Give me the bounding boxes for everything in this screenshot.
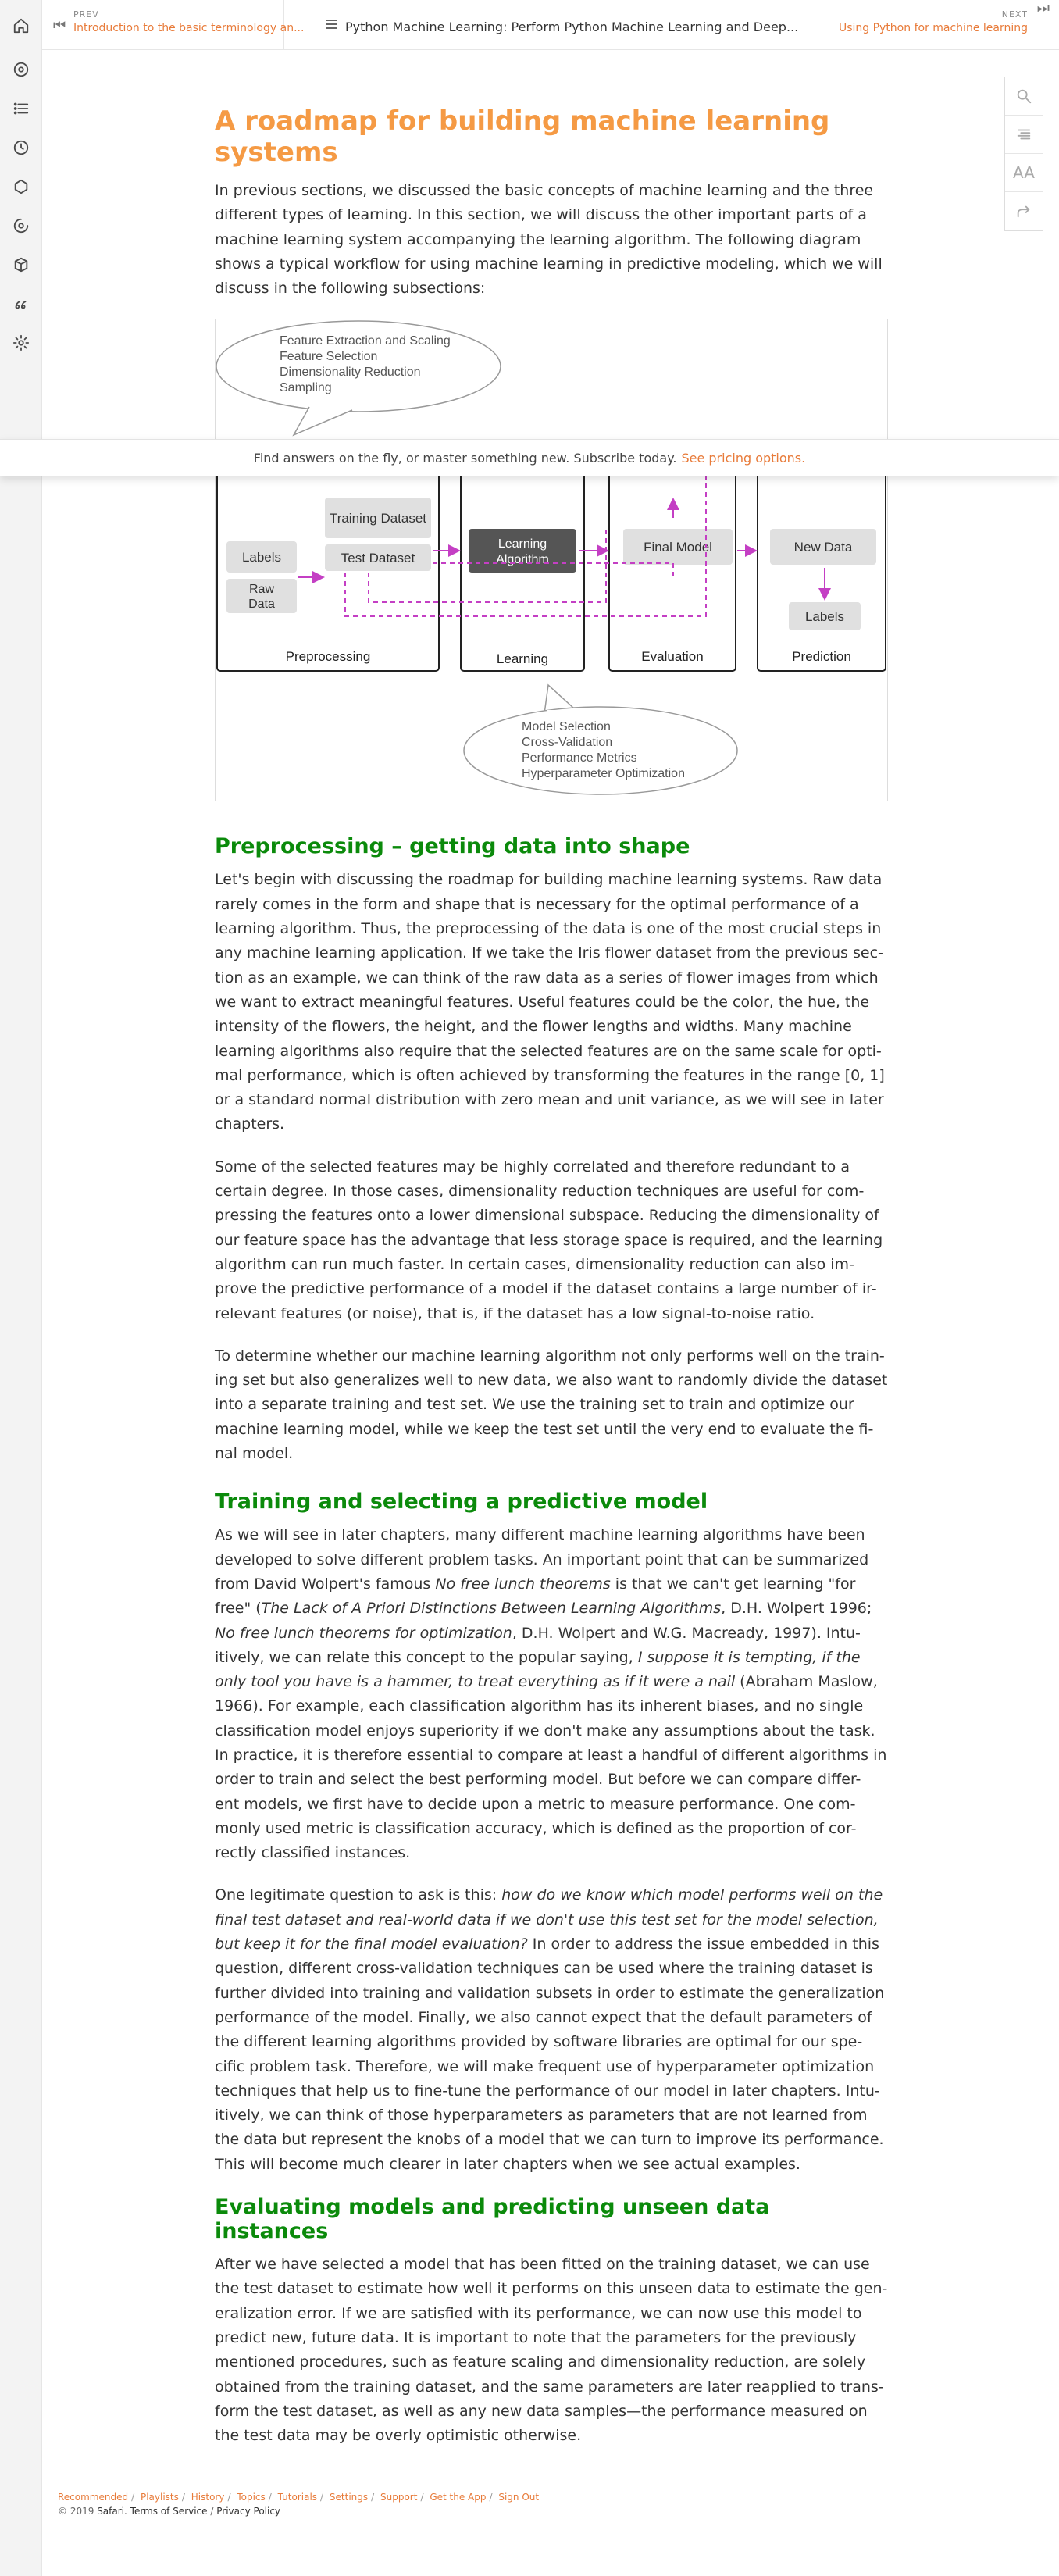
font-size-label: AA <box>1013 163 1035 182</box>
test-dataset-label: Test Dataset <box>341 551 415 566</box>
highlights-icon[interactable] <box>0 284 42 323</box>
search-icon[interactable] <box>1005 77 1043 116</box>
paragraph: Some of the selected features may be highly correlated and therefore redundant to a certain degree. In those cases, dimensionality reduction techniques are useful for com- pressing the features onto a lower dimensional subspace. Reducing the dimensionality of our feature space has the advantage that less storage space is required, and the learning algorithm can run much faster. In certain cases, dimensionality reduction can also im- prove the predictive performance of a model if the dataset contains a large number of ir- relevant features (or noise), that is, if the dataset has a low signal-to-noise ratio. <box>215 1158 883 1322</box>
chapter-navigation <box>42 0 1059 50</box>
bubble-top-line: Sampling <box>280 381 332 395</box>
paragraph: To determine whether our machine learning algorithm not only performs well on the train- ing set but also generalizes well to new data, we also want to randomly divide the dataset into a separate training and test set. We use the training set to train and optimize our machine learning model, while we keep the test set until the very end to evaluate the fi- nal model. <box>215 1347 888 1463</box>
stage-label-prediction: Prediction <box>792 649 851 665</box>
tutorials-icon[interactable] <box>0 206 42 245</box>
book-title-link[interactable] <box>284 0 831 50</box>
bubble-bottom-line: Cross-Validation <box>522 736 613 750</box>
prev-title[interactable]: Introduction to the basic terminology an... <box>73 22 305 34</box>
footer-link-settings[interactable]: Settings <box>329 2492 369 2503</box>
table-of-contents-icon <box>326 20 337 29</box>
banner-text: Find answers on the fly, or master something new. Subscribe today. <box>253 451 677 466</box>
bubble-bottom-line: Performance Metrics <box>522 751 637 765</box>
raw-data-label: Data <box>248 598 275 612</box>
final-model-label: Final Model <box>644 540 712 555</box>
subscribe-banner <box>0 439 1059 476</box>
footer-link-playlists[interactable]: Playlists <box>140 2492 179 2503</box>
brand-name[interactable]: Safari. <box>97 2506 127 2517</box>
intro-paragraph: In previous sections, we discussed the basic concepts of machine learning and the three different types of learning. In this section, we will discuss the other important parts of a machine learning system accompanying the learning algorithm. The following diagram shows a typical workflow for using machine learning in predictive modeling, which we will discuss in the following subsections: <box>215 182 882 298</box>
footer-link-support[interactable]: Support <box>380 2492 418 2503</box>
heading-training: Training and selecting a predictive model <box>215 1490 708 1515</box>
stage-label-evaluation: Evaluation <box>641 649 704 665</box>
explore-icon[interactable] <box>0 50 42 89</box>
footer-link-recommended[interactable]: Recommended <box>58 2492 129 2503</box>
paragraph: As we will see in later chapters, many different machine learning algorithms have been developed to solve different problem tasks. An important point that can be summarized from David Wolpert's famous No free lunch theorems is that we can't get learning "for free" (The Lack of A Priori Distinctions Between Learning Algorithms, D.H. Wolpert 1996; No free lunch theorems for optimization, D.H. Wolpert and W.G. Macready, 1997). Intu- itively, we can relate this concept to the popular saying, I suppose it is tempting, if the only tool you have is a hammer, to treat everything as if it were a nail (Abraham Maslow, 1966). For example, each classification algorithm has its inherent biases, and no single classification model enjoys superiority if we don't make any assumptions about the task. In practice, it is therefore essential to compare at least a handful of different algorithms in order to train and select the best performing model. But before we can compare differ- ent models, we first have to decide upon a metric to measure performance. One com- monly used metric is classification accuracy, which is defined as the proportion of cor- rectly classified instances. <box>215 1526 887 1862</box>
terms-link[interactable]: Terms of Service <box>130 2506 208 2517</box>
paragraph: Let's begin with discussing the roadmap for building machine learning systems. Raw data rarely comes in the form and shape that is necessary for the optimal performance of a learning algorithm. Thus, the preprocessing of the data is one of the most crucial steps in any machine learning application. If we take the Iris flower dataset from the previous sec- tion as an example, we can think of the raw data as a series of flower images from which we want to extract meaningful features. Useful features could be the color, the hue, the intensity of the flowers, the height, and the flower lengths and widths. Many machine learning algorithms also require that the selected features are on the same scale for opti- mal performance, which is often achieved by transforming the features in the range [0, 1] or a standard normal distribution with zero mean and unit variance, as we will see in later chapters. <box>215 871 885 1133</box>
home-icon[interactable] <box>0 6 42 45</box>
labels-label: Labels <box>241 550 282 566</box>
heading-preprocessing: Preprocessing – getting data into shape <box>215 834 690 859</box>
stage-label-learning: Learning <box>496 651 549 667</box>
pricing-link[interactable]: See pricing options. <box>681 451 806 466</box>
history-icon[interactable] <box>0 128 42 167</box>
new-data-label: New Data <box>793 540 853 555</box>
footer-link-topics[interactable]: Topics <box>237 2492 266 2503</box>
training-dataset-label: Training Dataset <box>329 511 427 526</box>
heading-evaluating: Evaluating models and predicting unseen data instances <box>215 2195 770 2244</box>
playlists-icon[interactable] <box>0 89 42 128</box>
next-title[interactable]: Using Python for machine learning <box>838 22 1028 34</box>
prev-label: PREV <box>73 9 99 20</box>
raw-data-label: Raw <box>248 583 275 597</box>
next-arrow-icon: ⏭ <box>1036 0 1050 16</box>
paragraph: After we have selected a model that has been fitted on the training dataset, we can use the test dataset to estimate how well it performs on this unseen data to estimate the gen- eralization error. If we are satisfied with its performance, we can now use this model to predict new, future data. It is important to note that the parameters for the previously mentioned procedures, such as feature scaling and dimensionality reduction, are solely obtained from the training dataset, and the same parameters are later reapplied to trans- form the test dataset, as well as any new data samples—the performance measured on the test data may be overly optimistic otherwise. <box>215 2256 888 2445</box>
bubble-bottom-line: Hyperparameter Optimization <box>522 767 685 781</box>
share-icon[interactable] <box>1005 192 1043 230</box>
footer-link-tutorials[interactable]: Tutorials <box>277 2492 318 2503</box>
next-section-link[interactable] <box>833 0 1059 50</box>
footer-link-sign-out[interactable]: Sign Out <box>498 2492 540 2503</box>
bubble-top-line: Feature Selection <box>280 350 378 364</box>
sidebar-rail <box>0 0 42 2576</box>
copyright: © 2019 Safari. Terms of Service / Privacy Policy <box>58 2506 281 2517</box>
bubble-top-line: Dimensionality Reduction <box>280 366 421 380</box>
footer-link-get-app[interactable]: Get the App <box>430 2492 487 2503</box>
topics-icon[interactable] <box>0 167 42 206</box>
reader-tools <box>1004 77 1043 231</box>
table-of-contents-icon[interactable] <box>1005 116 1043 154</box>
page-title: A roadmap for building machine learning systems <box>215 105 830 168</box>
settings-icon[interactable] <box>0 323 42 362</box>
footer <box>58 2492 539 2517</box>
offers-icon[interactable] <box>0 245 42 284</box>
footer-links: Recommended / Playlists / History / Topics / Tutorials / Settings / Support / Get the App / Sign Out <box>58 2492 540 2503</box>
learning-algorithm-label: Algorithm <box>496 553 549 567</box>
footer-link-history[interactable]: History <box>191 2492 225 2503</box>
font-size-icon[interactable] <box>1005 154 1043 192</box>
prev-section-link[interactable] <box>42 0 305 50</box>
prediction-labels-label: Labels <box>804 609 845 625</box>
book-title[interactable]: Python Machine Learning: Perform Python Machine Learning and Deep... <box>345 20 799 34</box>
stage-label-preprocessing: Preprocessing <box>285 649 371 665</box>
bubble-bottom <box>464 685 737 794</box>
learning-algorithm-label: Learning <box>497 537 547 551</box>
bubble-bottom-line: Model Selection <box>522 720 611 734</box>
privacy-link[interactable]: Privacy Policy <box>216 2506 281 2517</box>
paragraph: One legitimate question to ask is this: how do we know which model performs well on the final test dataset and real-world data if we don't use this test set for the model selection, but keep it for the final model evaluation? In order to address the issue embedded in this question, different cross-validation techniques can be used where the training dataset is further divided into training and validation subsets in order to estimate the generalization performance of the model. Finally, we also cannot expect that the default parameters of the different learning algorithms provided by software libraries are optimal for our spe- cific problem task. Therefore, we will make frequent use of hyperparameter optimization techniques that help us to fine-tune the performance of our model in later chapters. Intu- itively, we can think of those hyperparameters as parameters that are not learned from the data but represent the knobs of a model that we can turn to improve its performance. This will become much clearer in later chapters when we see actual examples. <box>215 1886 885 2173</box>
workflow-diagram <box>215 319 888 801</box>
bubble-top <box>216 321 501 435</box>
prev-arrow-icon: ⏮ <box>53 17 66 34</box>
copyright-year: © 2019 <box>58 2506 94 2517</box>
bubble-top-line: Feature Extraction and Scaling <box>280 334 451 348</box>
next-label: NEXT <box>1001 9 1028 20</box>
